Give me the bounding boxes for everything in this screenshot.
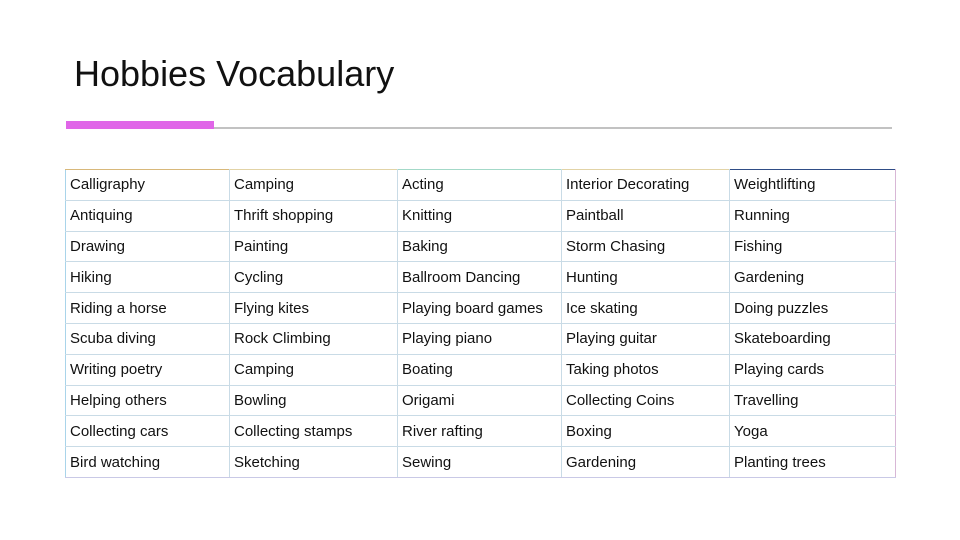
table-cell: Gardening — [730, 262, 896, 293]
table-cell: Skateboarding — [730, 323, 896, 354]
table-cell: Camping — [230, 170, 398, 201]
table-cell: Hiking — [66, 262, 230, 293]
table-cell: Thrift shopping — [230, 200, 398, 231]
table-cell: Interior Decorating — [562, 170, 730, 201]
table-cell: Collecting Coins — [562, 385, 730, 416]
table-row — [66, 293, 896, 324]
table-cell: Playing board games — [398, 293, 562, 324]
table-row — [66, 200, 896, 231]
table-cell: Playing cards — [730, 354, 896, 385]
title-accent-bar — [66, 121, 214, 129]
slide-title: Hobbies Vocabulary — [74, 53, 395, 94]
table-row — [66, 416, 896, 447]
table-cell: Travelling — [730, 385, 896, 416]
table-row — [66, 170, 896, 201]
table-cell: Ballroom Dancing — [398, 262, 562, 293]
table-cell: Camping — [230, 354, 398, 385]
table-cell: Fishing — [730, 231, 896, 262]
table-cell: Calligraphy — [66, 170, 230, 201]
table-cell: Storm Chasing — [562, 231, 730, 262]
table-row — [66, 354, 896, 385]
table-cell: Sewing — [398, 447, 562, 478]
table-cell: Boxing — [562, 416, 730, 447]
table-cell: Acting — [398, 170, 562, 201]
table-cell: Planting trees — [730, 447, 896, 478]
table-cell: Doing puzzles — [730, 293, 896, 324]
table-cell: Weightlifting — [730, 170, 896, 201]
hobbies-table-body — [66, 170, 896, 478]
table-cell: Cycling — [230, 262, 398, 293]
table-cell: Writing poetry — [66, 354, 230, 385]
table-cell: Rock Climbing — [230, 323, 398, 354]
table-cell: Collecting cars — [66, 416, 230, 447]
table-cell: Bowling — [230, 385, 398, 416]
table-cell: Running — [730, 200, 896, 231]
table-cell: Painting — [230, 231, 398, 262]
table-cell: Origami — [398, 385, 562, 416]
table-cell: Baking — [398, 231, 562, 262]
table-cell: Taking photos — [562, 354, 730, 385]
hobbies-table — [65, 169, 896, 478]
table-cell: Antiquing — [66, 200, 230, 231]
table-row — [66, 231, 896, 262]
table-row — [66, 323, 896, 354]
table-cell: River rafting — [398, 416, 562, 447]
table-cell: Boating — [398, 354, 562, 385]
table-cell: Paintball — [562, 200, 730, 231]
table-cell: Drawing — [66, 231, 230, 262]
table-cell: Knitting — [398, 200, 562, 231]
table-row — [66, 447, 896, 478]
table-cell: Flying kites — [230, 293, 398, 324]
table-row — [66, 262, 896, 293]
table-cell: Yoga — [730, 416, 896, 447]
table-cell: Hunting — [562, 262, 730, 293]
table-cell: Bird watching — [66, 447, 230, 478]
table-cell: Helping others — [66, 385, 230, 416]
table-cell: Playing piano — [398, 323, 562, 354]
table-cell: Gardening — [562, 447, 730, 478]
table-row — [66, 385, 896, 416]
table-cell: Playing guitar — [562, 323, 730, 354]
table-cell: Collecting stamps — [230, 416, 398, 447]
table-cell: Ice skating — [562, 293, 730, 324]
table-cell: Scuba diving — [66, 323, 230, 354]
table-cell: Riding a horse — [66, 293, 230, 324]
table-cell: Sketching — [230, 447, 398, 478]
